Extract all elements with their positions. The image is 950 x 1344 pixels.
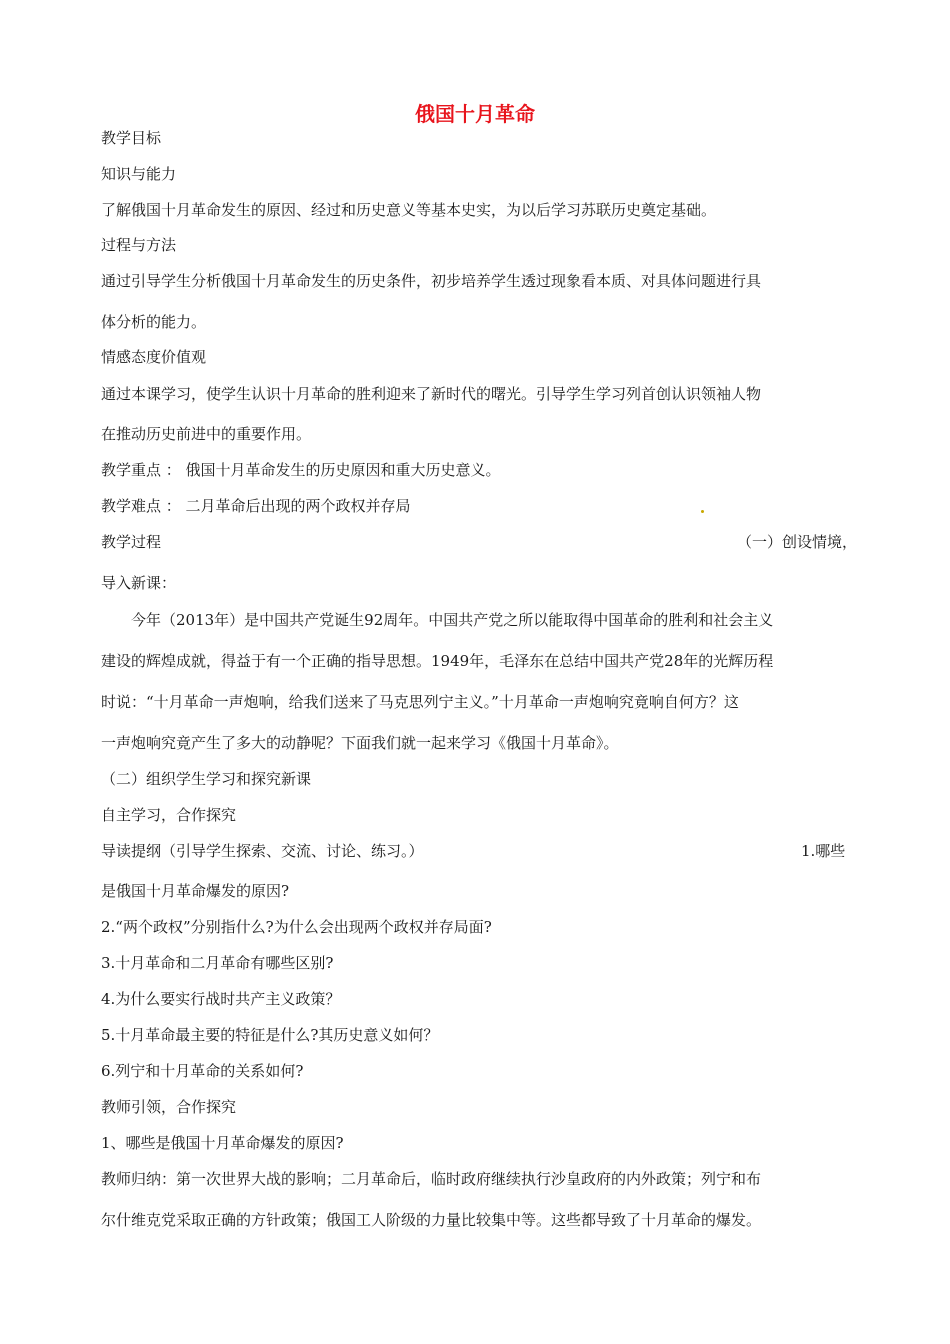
intro-paragraph-line-3: 时说：“十月革命一声炮响，给我们送来了马克思列宁主义。”十月革命一声炮响究竟响自何方？这 (101, 693, 739, 711)
knowledge-heading: 知识与能力 (101, 165, 177, 183)
question-3: 3.十月革命和二月革命有哪些区别? (101, 954, 334, 972)
outline-label: 导读提纲（引导学生探索、交流、讨论、练习。） (101, 842, 424, 860)
answer-1-line-2: 尔什维克党采取正确的方针政策；俄国工人阶级的力量比较集中等。这些都导致了十月革命的爆发。 (101, 1211, 762, 1229)
step1-continuation: 导入新课： (101, 574, 177, 592)
document-title: 俄国十月革命 (415, 102, 535, 126)
step1-label: （一）创设情境， (737, 533, 858, 551)
stray-dot-mark (701, 510, 704, 513)
question-6: 6.列宁和十月革命的关系如何? (101, 1062, 304, 1080)
question-1-continuation: 是俄国十月革命爆发的原因? (101, 882, 290, 900)
intro-paragraph-line-1: 今年（2013年）是中国共产党诞生92周年。中国共产党之所以能取得中国革命的胜利和社会主义 (131, 611, 774, 629)
question-2: 2.“两个政权”分别指什么?为什么会出现两个政权并存局面? (101, 918, 492, 936)
intro-paragraph-line-4: 一声炮响究竟产生了多大的动静呢？下面我们就一起来学习《俄国十月革命》。 (101, 734, 619, 752)
question-1-start: 1.哪些 (801, 842, 846, 860)
teacher-guide-heading: 教师引领，合作探究 (101, 1098, 237, 1116)
question-5: 5.十月革命最主要的特征是什么?其历史意义如何？ (101, 1026, 439, 1044)
emotion-heading: 情感态度价值观 (101, 348, 207, 366)
step2-label: （二）组织学生学习和探究新课 (101, 770, 312, 788)
knowledge-text: 了解俄国十月革命发生的原因、经过和历史意义等基本史实，为以后学习苏联历史奠定基础。 (101, 201, 717, 219)
emotion-text-line-2: 在推动历史前进中的重要作用。 (101, 425, 312, 443)
teaching-process-label: 教学过程 (101, 533, 162, 551)
intro-paragraph-line-2: 建设的辉煌成就，得益于有一个正确的指导思想。1949年，毛泽东在总结中国共产党28年的光辉历程 (101, 652, 774, 670)
answer-1-line-1: 教师归纳：第一次世界大战的影响；二月革命后，临时政府继续执行沙皇政府的内外政策；列宁和布 (101, 1170, 762, 1188)
self-study-heading: 自主学习，合作探究 (101, 806, 237, 824)
objectives-heading: 教学目标 (101, 129, 162, 147)
difficulty: 教学难点 ： 二月革命后出现的两个政权并存局 (101, 497, 411, 515)
process-text-line-2: 体分析的能力。 (101, 313, 207, 331)
question-4: 4.为什么要实行战时共产主义政策？ (101, 990, 341, 1008)
answer-1-question: 1、哪些是俄国十月革命爆发的原因? (101, 1134, 344, 1152)
process-text-line-1: 通过引导学生分析俄国十月革命发生的历史条件，初步培养学生透过现象看本质、对具体问题进行具 (101, 272, 762, 290)
emotion-text-line-1: 通过本课学习，使学生认识十月革命的胜利迎来了新时代的曙光。引导学生学习列首创认识领袖人物 (101, 385, 762, 403)
key-point: 教学重点 ： 俄国十月革命发生的历史原因和重大历史意义。 (101, 461, 501, 479)
process-heading: 过程与方法 (101, 236, 177, 254)
